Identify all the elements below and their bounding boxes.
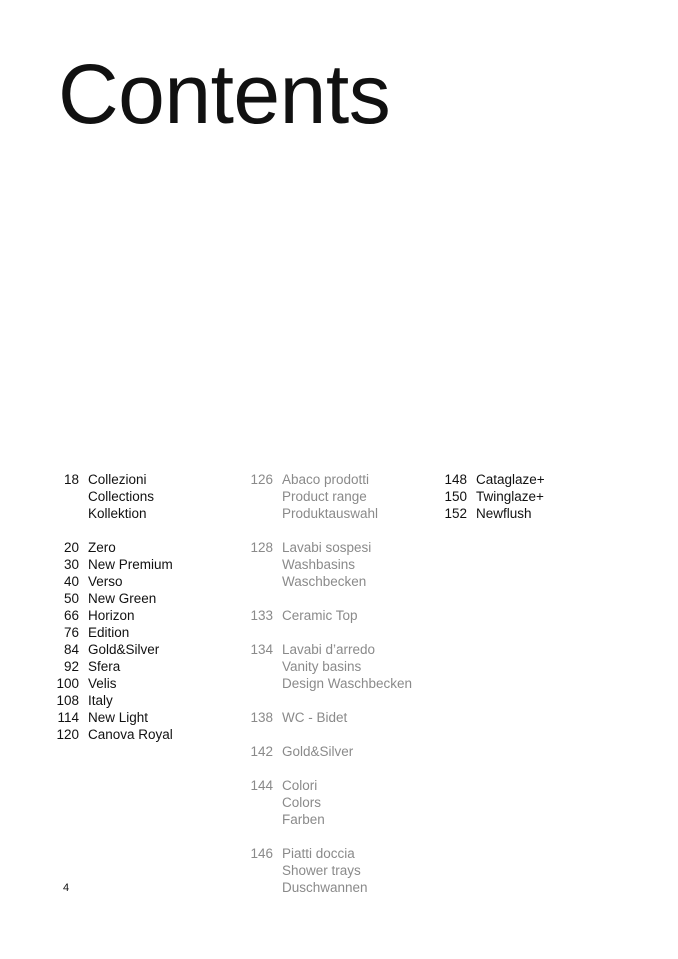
toc-label: Produktauswahl <box>282 506 379 521</box>
toc-page-number: 150 <box>444 489 467 504</box>
toc-entry-cataglaze[interactable] <box>438 471 638 488</box>
toc-entry-sfera[interactable] <box>50 658 250 675</box>
toc-label: New Premium <box>88 557 173 572</box>
toc-label: Zero <box>88 540 116 555</box>
page-title: Contents <box>58 47 391 141</box>
toc-page-number: 128 <box>250 540 273 555</box>
toc-page-number: 40 <box>63 574 79 589</box>
toc-page-number: 148 <box>444 472 467 487</box>
toc-label: Italy <box>88 693 113 708</box>
toc-label: Lavabi sospesi <box>282 540 372 555</box>
toc-page-number: 108 <box>56 693 79 708</box>
toc-entry-ceramic-top[interactable] <box>244 607 444 624</box>
toc-label: Colors <box>282 795 322 810</box>
toc-label: Gold&Silver <box>282 744 354 759</box>
toc-page-number: 146 <box>250 846 273 861</box>
toc-label: Collections <box>88 489 155 504</box>
toc-page-number: 76 <box>63 625 79 640</box>
toc-entry-velis[interactable] <box>50 675 250 692</box>
toc-entry-new-premium[interactable] <box>50 556 250 573</box>
toc-page-number: 138 <box>250 710 273 725</box>
toc-label: Product range <box>282 489 367 504</box>
toc-label: Design Waschbecken <box>282 676 413 691</box>
toc-column-1 <box>50 471 250 743</box>
toc-column-3 <box>438 471 638 522</box>
toc-page-number: 134 <box>250 642 273 657</box>
toc-column-2 <box>244 471 444 913</box>
toc-label: Abaco prodotti <box>282 472 370 487</box>
toc-entry-wc-bidet[interactable] <box>244 709 444 726</box>
toc-entry-verso[interactable] <box>50 573 250 590</box>
toc-label: Ceramic Top <box>282 608 358 623</box>
toc-entry-new-green[interactable] <box>50 590 250 607</box>
toc-page-number: 84 <box>63 642 79 657</box>
toc-entry-gold-silver[interactable] <box>50 641 250 658</box>
toc-label: Twinglaze+ <box>476 489 544 504</box>
toc-entry-new-light[interactable] <box>50 709 250 726</box>
toc-page-number: 50 <box>63 591 79 606</box>
toc-entry-horizon[interactable] <box>50 607 250 624</box>
toc-entry-newflush[interactable] <box>438 505 638 522</box>
toc-label: Sfera <box>88 659 121 674</box>
toc-label: Washbasins <box>282 557 356 572</box>
page-number: 4 <box>63 882 70 894</box>
toc-entry-collezioni[interactable] <box>50 471 250 522</box>
toc-label: Canova Royal <box>88 727 173 742</box>
toc-label: Verso <box>88 574 123 589</box>
toc-entry-zero[interactable] <box>50 539 250 556</box>
toc-label: Shower trays <box>282 863 361 878</box>
toc-page-number: 114 <box>57 710 79 725</box>
toc-label: Gold&Silver <box>88 642 160 657</box>
toc-label: Lavabi d’arredo <box>282 642 376 657</box>
toc-page-number: 126 <box>250 472 273 487</box>
toc-label: Waschbecken <box>282 574 367 589</box>
toc-label: Duschwannen <box>282 880 368 895</box>
toc-label: New Light <box>88 710 149 725</box>
toc-label: Newflush <box>476 506 532 521</box>
toc-label: Edition <box>88 625 130 640</box>
toc-label: Kollektion <box>88 506 147 521</box>
toc-page-number: 120 <box>56 727 79 742</box>
toc-label: New Green <box>88 591 157 606</box>
toc-page-number: 18 <box>63 472 79 487</box>
toc-label: Cataglaze+ <box>476 472 545 487</box>
toc-page-number: 92 <box>63 659 79 674</box>
toc-entry-canova-royal[interactable] <box>50 726 250 743</box>
toc-entry-italy[interactable] <box>50 692 250 709</box>
toc-page-number: 133 <box>250 608 273 623</box>
toc-entry-lavabi-sospesi[interactable] <box>244 539 444 590</box>
toc-page-number: 100 <box>56 676 79 691</box>
toc-entry-piatti-doccia[interactable] <box>244 845 444 896</box>
toc-label: Vanity basins <box>282 659 362 674</box>
toc-entry-colori[interactable] <box>244 777 444 828</box>
toc-label: Piatti doccia <box>282 846 355 861</box>
toc-page-number: 142 <box>250 744 273 759</box>
toc-page-number: 144 <box>250 778 273 793</box>
toc-label: Velis <box>88 676 117 691</box>
toc-entry-abaco-prodotti[interactable] <box>244 471 444 522</box>
toc-label: Horizon <box>88 608 135 623</box>
toc-page-number: 152 <box>444 506 467 521</box>
toc-label: Farben <box>282 812 325 827</box>
toc-label: WC - Bidet <box>282 710 348 725</box>
toc-entry-twinglaze[interactable] <box>438 488 638 505</box>
toc-page-number: 30 <box>63 557 79 572</box>
toc-page-number: 20 <box>63 540 79 555</box>
toc-group-collections <box>50 539 250 743</box>
toc-entry-edition[interactable] <box>50 624 250 641</box>
toc-page-number: 66 <box>63 608 79 623</box>
toc-entry-lavabi-arredo[interactable] <box>244 641 444 692</box>
toc-label: Colori <box>282 778 318 793</box>
toc-label: Collezioni <box>88 472 147 487</box>
toc-entry-gold-silver-2[interactable] <box>244 743 444 760</box>
